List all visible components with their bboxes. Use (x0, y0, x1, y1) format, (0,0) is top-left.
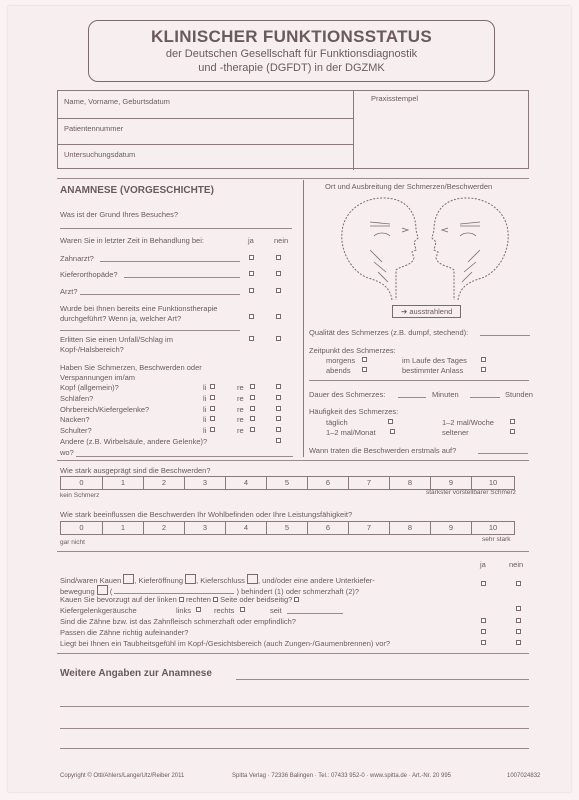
scale1-value-8[interactable]: 8 (389, 477, 430, 490)
scale2-left-label: gar nicht (60, 539, 85, 546)
arzt-label: Arzt? (60, 287, 78, 296)
nein-header: nein (274, 236, 289, 245)
ohr-label: Ohrbereich/Kiefergelenke? (60, 405, 150, 414)
patient-number-label: Patientennummer (64, 124, 124, 133)
wo-label: wo? (60, 448, 74, 457)
kfo-label: Kieferorthopäde? (60, 270, 118, 279)
scale1-value-2[interactable]: 2 (143, 477, 184, 490)
schlaefen-re-checkbox[interactable] (250, 395, 255, 400)
joint-left-checkbox[interactable] (196, 607, 201, 612)
kfo-nein-checkbox[interactable] (276, 271, 281, 276)
minuten-label: Minuten (432, 390, 459, 399)
zahnarzt-nein-checkbox[interactable] (276, 255, 281, 260)
woche-label: 1–2 mal/Woche (442, 418, 494, 427)
zahnarzt-ja-checkbox[interactable] (249, 255, 254, 260)
form-title: KLINISCHER FUNKTIONSSTATUS (150, 27, 433, 46)
anamnese-heading: ANAMNESE (VORGESCHICHTE) (60, 185, 214, 196)
movement-schluss-label: , Kieferschluss (196, 576, 245, 585)
stunden-label: Stunden (505, 390, 533, 399)
joint-seit-label: seit (270, 606, 282, 615)
bewegung-label: bewegung (60, 587, 95, 596)
oeffnung-box[interactable] (185, 574, 196, 584)
radiating-label: ausstrahlend (409, 307, 453, 316)
andere-checkbox[interactable] (276, 438, 281, 443)
joint-nein-checkbox[interactable] (516, 606, 521, 611)
movement-question (60, 574, 375, 585)
chew-side-question (60, 595, 299, 604)
accident-nein-checkbox[interactable] (276, 336, 281, 341)
seltener-checkbox[interactable] (510, 429, 515, 434)
schulter-li-checkbox[interactable] (210, 427, 215, 432)
scale2-value-6[interactable]: 6 (307, 522, 348, 535)
accident-ja-checkbox[interactable] (249, 336, 254, 341)
im-laufe-checkbox[interactable] (481, 357, 486, 362)
scale2-value-2[interactable]: 2 (143, 522, 184, 535)
scale1-left-label: kein Schmerz (60, 492, 100, 499)
chew-both-checkbox[interactable] (294, 597, 299, 602)
exam-date-label: Untersuchungsdatum (64, 150, 136, 159)
chew-rechts-label: rechten (185, 595, 211, 604)
ohr-li-checkbox[interactable] (210, 406, 215, 411)
monat-label: 1–2 mal/Monat (326, 428, 376, 437)
andere-label: Andere (z.B. Wirbelsäule, andere Gelenke)? (60, 437, 208, 446)
scale2-value-1[interactable]: 1 (102, 522, 143, 535)
scale1-right-label: stärkster vorstellbarer Schmerz (426, 489, 516, 496)
patient-header (57, 90, 529, 169)
scale2-question: Wie stark beeinflussen die Beschwerden Ihr Wohlbefinden oder Ihre Leistungsfähigkeit? (60, 510, 353, 519)
chew-links-label: Kauen Sie bevorzugt auf der linken (60, 595, 177, 604)
kopf-re-checkbox[interactable] (250, 384, 255, 389)
scale1-value-10[interactable]: 10 (471, 477, 514, 490)
abends-checkbox[interactable] (362, 367, 367, 372)
schulter-nein-checkbox[interactable] (276, 427, 281, 432)
teeth-pain-question: Sind die Zähne bzw. ist das Zahnfleisch schmerzhaft oder empfindlich? (60, 617, 296, 626)
kopf-li-checkbox[interactable] (210, 384, 215, 389)
scale1-value-6[interactable]: 6 (307, 477, 348, 490)
im-laufe-label: im Laufe des Tages (402, 356, 467, 365)
scale2-right-label: sehr stark (482, 536, 511, 543)
article-code: 1007024832 (507, 773, 541, 779)
nacken-re-checkbox[interactable] (250, 416, 255, 421)
location-title: Ort und Ausbreitung der Schmerzen/Beschwerden (325, 182, 493, 191)
schlaefen-li-checkbox[interactable] (210, 395, 215, 400)
arrow-right-icon: ➔ (401, 307, 410, 316)
scale1-question: Wie stark ausgeprägt sind die Beschwerden? (60, 466, 211, 475)
numbness-ja-checkbox[interactable] (481, 640, 486, 645)
re-label: re (237, 394, 244, 403)
zahnarzt-label: Zahnarzt? (60, 254, 94, 263)
kopf-label: Kopf (allgemein)? (60, 383, 119, 392)
teeth-pain-ja-checkbox[interactable] (481, 618, 486, 623)
scale2-value-10[interactable]: 10 (471, 522, 514, 535)
movement-kauen-label: Sind/waren Kauen (60, 576, 122, 585)
lower-ja-header: ja (480, 560, 486, 569)
morgens-label: morgens (326, 356, 356, 365)
movement-nein-checkbox[interactable] (516, 581, 521, 586)
chew-left-checkbox[interactable] (179, 597, 184, 602)
therapy-nein-checkbox[interactable] (276, 314, 281, 319)
therapy-question-2: durchgeführt? Wenn ja, welcher Art? (60, 314, 182, 323)
movement-oeffnung-label: , Kieferöffnung (134, 576, 184, 585)
therapy-ja-checkbox[interactable] (249, 314, 254, 319)
pain-scale (60, 476, 515, 490)
joint-rechts-label: rechts (214, 606, 235, 615)
joint-noise-label: Kiefergelenkgeräusche (60, 606, 137, 615)
nacken-nein-checkbox[interactable] (276, 416, 281, 421)
treatment-question: Waren Sie in letzter Zeit in Behandlung bei: (60, 236, 204, 245)
ohr-nein-checkbox[interactable] (276, 406, 281, 411)
kauen-box[interactable] (123, 574, 134, 584)
li-label: li (203, 394, 207, 403)
nacken-label: Nacken? (60, 415, 90, 424)
scale2-value-5[interactable]: 5 (266, 522, 307, 535)
scale1-value-1[interactable]: 1 (102, 477, 143, 490)
scale2-value-4[interactable]: 4 (225, 522, 266, 535)
re-label: re (237, 426, 244, 435)
schlaefen-nein-checkbox[interactable] (276, 395, 281, 400)
copyright: Copyright © Ottl/Ahlers/Lange/Utz/Reiber 2011 (60, 773, 185, 779)
publisher-info: Spitta Verlag · 72336 Balingen · Tel.: 07433 952-0 · www.spitta.de · Art.-Nr. 20 995 (232, 773, 452, 779)
chew-both-label: Seite oder beidseitig? (220, 595, 293, 604)
schlaefen-label: Schläfen? (60, 394, 94, 403)
accident-question-1: Erlitten Sie einen Unfall/Schlag im (60, 335, 173, 344)
form-subtitle-1: der Deutschen Gesellschaft für Funktionsdiagnostik (165, 48, 418, 60)
joint-links-label: links (176, 606, 192, 615)
movement-ja-checkbox[interactable] (481, 581, 486, 586)
re-label: re (237, 405, 244, 414)
re-label: re (237, 415, 244, 424)
li-label: li (203, 405, 207, 414)
joint-right-checkbox[interactable] (240, 607, 245, 612)
monat-checkbox[interactable] (390, 429, 395, 434)
arzt-ja-checkbox[interactable] (249, 288, 254, 293)
form-subtitle-2: und -therapie (DGFDT) in der DGZMK (198, 62, 385, 74)
abends-label: abends (326, 366, 351, 375)
schulter-re-checkbox[interactable] (250, 427, 255, 432)
reason-question: Was ist der Grund Ihres Besuches? (60, 210, 179, 219)
impact-scale (60, 521, 515, 535)
pain-question-1: Haben Sie Schmerzen, Beschwerden oder (60, 363, 202, 372)
scale1-value-0[interactable]: 0 (79, 478, 84, 487)
schluss-box[interactable] (247, 574, 258, 584)
accident-question-2: Kopf-/Halsbereich? (60, 345, 124, 354)
kfo-ja-checkbox[interactable] (249, 271, 254, 276)
li-label: li (203, 415, 207, 424)
numbness-nein-checkbox[interactable] (516, 640, 521, 645)
bestimmter-label: bestimmter Anlass (402, 366, 464, 375)
scale2-value-9[interactable]: 9 (430, 522, 471, 535)
arzt-nein-checkbox[interactable] (276, 288, 281, 293)
radiating-legend (392, 305, 461, 318)
kopf-nein-checkbox[interactable] (276, 384, 281, 389)
title-box (88, 20, 495, 82)
lower-nein-header: nein (509, 560, 524, 569)
li-label: li (203, 383, 207, 392)
re-label: re (237, 383, 244, 392)
scale1-value-4[interactable]: 4 (225, 477, 266, 490)
first-occurrence-label: Wann traten die Beschwerden erstmals auf? (309, 446, 457, 455)
scale2-value-0[interactable]: 0 (79, 523, 84, 532)
time-title: Zeitpunkt des Schmerzes: (309, 346, 396, 355)
morgens-checkbox[interactable] (362, 357, 367, 362)
bite-question: Passen die Zähne richtig aufeinander? (60, 628, 189, 637)
taeglich-label: täglich (326, 418, 348, 427)
schulter-label: Schulter? (60, 426, 92, 435)
name-label: Name, Vorname, Geburtsdatum (64, 97, 170, 106)
scale1-value-5[interactable]: 5 (266, 477, 307, 490)
head-profiles-diagram (330, 192, 520, 304)
li-label: li (203, 426, 207, 435)
bewegung-tail-label: ) behindert (1) oder schmerzhaft (2)? (236, 587, 360, 596)
scale2-value-7[interactable]: 7 (348, 522, 389, 535)
scale1-value-3[interactable]: 3 (184, 477, 225, 490)
taeglich-checkbox[interactable] (388, 419, 393, 424)
bewegung-box[interactable] (97, 585, 108, 595)
bite-ja-checkbox[interactable] (481, 629, 486, 634)
duration-label: Dauer des Schmerzes: (309, 390, 386, 399)
numbness-question: Liegt bei Ihnen ein Taubheitsgefühl im Kopf-/Gesichtsbereich (auch Zungen-/Gaumenbrennen) vor? (60, 639, 391, 648)
teeth-pain-nein-checkbox[interactable] (516, 618, 521, 623)
quality-label: Qualität des Schmerzes (z.B. dumpf, stechend): (309, 328, 469, 337)
seltener-label: seltener (442, 428, 469, 437)
bewegung-paren: ( (109, 587, 113, 596)
woche-checkbox[interactable] (510, 419, 515, 424)
therapy-question-1: Wurde bei Ihnen bereits eine Funktionstherapie (60, 304, 218, 313)
further-heading: Weitere Angaben zur Anamnese (60, 668, 212, 679)
scale2-value-8[interactable]: 8 (389, 522, 430, 535)
chew-right-checkbox[interactable] (213, 597, 218, 602)
bestimmter-checkbox[interactable] (481, 367, 486, 372)
ohr-re-checkbox[interactable] (250, 406, 255, 411)
bite-nein-checkbox[interactable] (516, 629, 521, 634)
scale1-value-9[interactable]: 9 (430, 477, 471, 490)
ja-header: ja (248, 236, 254, 245)
freq-title: Häufigkeit des Schmerzes: (309, 407, 399, 416)
pain-question-2: Verspannungen im/am (60, 373, 136, 382)
movement-other-label: , und/oder eine andere Unterkiefer- (258, 576, 375, 585)
practice-stamp-label: Praxisstempel (371, 94, 419, 103)
nacken-li-checkbox[interactable] (210, 416, 215, 421)
scale1-value-7[interactable]: 7 (348, 477, 389, 490)
scale2-value-3[interactable]: 3 (184, 522, 225, 535)
